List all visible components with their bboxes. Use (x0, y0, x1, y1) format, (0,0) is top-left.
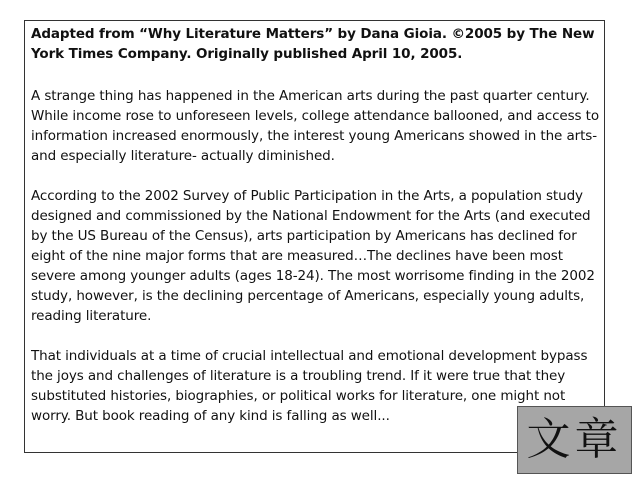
paragraph-3: That individuals at a time of crucial intellectual and emotional development bypass the joys and challenges of literature is a troubling trend. If it were true that they substituted histories, biographies, or political works for literature, one might not worry. But book reading of any kind is falling as well... (31, 348, 588, 424)
paragraph-2: According to the 2002 Survey of Public Participation in the Arts, a population study designed and commissioned by the National Endowment for the Arts (and executed by the US Bureau of the Census), arts participation by Americans has declined for eight of the nine major forms that are measured…The declines have been most severe among younger adults (ages 18-24). The most worrisome finding in the 2002 study, however, is the declining percentage of Americans, especially young adults, reading literature. (31, 188, 595, 324)
citation: Adapted from “Why Literature Matters” by Dana Gioia. ©2005 by The New York Times Company. Originally published April 10, 2005. (31, 26, 595, 62)
article-badge (517, 406, 632, 474)
document-body (31, 24, 603, 446)
paragraph-1: A strange thing has happened in the American arts during the past quarter century. While income rose to unforeseen levels, college attendance ballooned, and access to information increased enormously, the interest young Americans showed in the arts- and especially literature- actually diminished. (31, 88, 600, 164)
badge-label: 文章 (526, 414, 623, 465)
